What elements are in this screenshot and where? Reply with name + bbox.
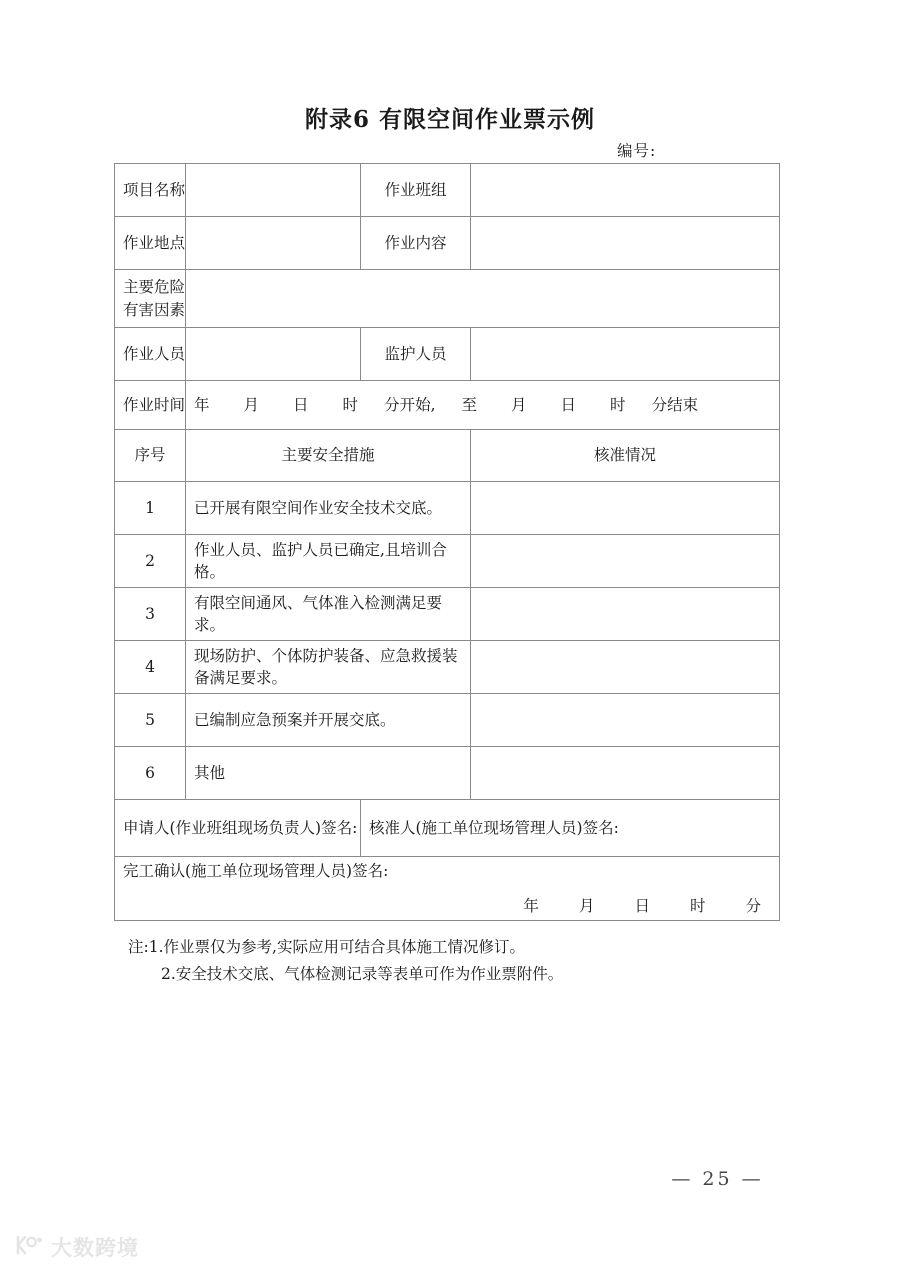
measure-approval-input[interactable]: [471, 747, 780, 800]
time-token-hour2: 时: [610, 395, 626, 414]
table-row: [115, 641, 780, 694]
table-row-personnel: [115, 328, 780, 381]
hazard-factors-label-line1: 主要危险: [123, 278, 186, 297]
completion-date-year: 年: [523, 897, 539, 915]
work-site-label: 作业地点: [115, 217, 186, 270]
supervisors-input[interactable]: [471, 328, 780, 381]
completion-date-day: 日: [634, 897, 650, 915]
work-team-label: 作业班组: [361, 164, 471, 217]
permit-form-table: [114, 163, 780, 921]
footnote-1: 注:1.作业票仅为参考,实际应用可结合具体施工情况修订。: [128, 938, 525, 956]
table-row: [115, 482, 780, 535]
completion-date-hour: 时: [689, 897, 706, 915]
measure-index: 2: [115, 535, 186, 588]
table-row-completion: [115, 857, 780, 921]
footnote-2: 2.安全技术交底、气体检测记录等表单可作为作业票附件。: [161, 965, 564, 984]
table-row-signatures: [115, 800, 780, 857]
brand-logo-icon: [14, 1233, 44, 1261]
time-token-minute-end: 分结束: [651, 395, 699, 414]
measures-text-header: 主要安全措施: [186, 430, 471, 482]
work-content-label: 作业内容: [361, 217, 471, 270]
time-token-year: 年: [194, 395, 210, 414]
measure-index: 5: [115, 694, 186, 747]
footnotes: [128, 934, 563, 988]
supervisors-label: 监护人员: [361, 328, 471, 381]
completion-date-line[interactable]: [123, 895, 771, 917]
applicant-signature-field[interactable]: 申请人(作业班组现场负责人)签名:: [115, 800, 361, 857]
table-row-measures-header: [115, 430, 780, 482]
completion-signature-label: 完工确认(施工单位现场管理人员)签名:: [123, 861, 389, 880]
measures-approval-header: 核准情况: [471, 430, 780, 482]
measure-text: 现场防护、个体防护装备、应急救援装备满足要求。: [186, 641, 471, 694]
measure-approval-input[interactable]: [471, 694, 780, 747]
measure-text: 作业人员、监护人员已确定,且培训合格。: [186, 535, 471, 588]
table-row: [115, 535, 780, 588]
measure-text: 已开展有限空间作业安全技术交底。: [186, 482, 471, 535]
page-number-text: — 25 —: [671, 1168, 764, 1190]
page-title: 附录6 有限空间作业票示例: [304, 106, 595, 133]
measure-approval-input[interactable]: [471, 641, 780, 694]
watermark: [14, 1232, 139, 1262]
table-row: [115, 588, 780, 641]
work-team-input[interactable]: [471, 164, 780, 217]
measure-text: 其他: [186, 747, 471, 800]
table-row: [115, 694, 780, 747]
hazard-factors-label-line2: 有害因素: [123, 300, 186, 319]
page-number: [0, 1168, 900, 1190]
measure-approval-input[interactable]: [471, 482, 780, 535]
measure-text: 已编制应急预案并开展交底。: [186, 694, 471, 747]
work-content-input[interactable]: [471, 217, 780, 270]
measure-index: 4: [115, 641, 186, 694]
completion-date-minute: 分: [745, 897, 761, 915]
time-token-day: 日: [293, 395, 309, 414]
completion-signature-field[interactable]: [115, 857, 780, 921]
measure-text: 有限空间通风、气体准入检测满足要求。: [186, 588, 471, 641]
time-token-day2: 日: [560, 395, 577, 414]
work-time-input[interactable]: [186, 381, 780, 430]
time-token-to: 至: [461, 395, 478, 414]
table-row-site: [115, 217, 780, 270]
work-time-label: 作业时间: [115, 381, 186, 430]
measure-approval-input[interactable]: [471, 535, 780, 588]
work-site-input[interactable]: [186, 217, 361, 270]
workers-input[interactable]: [186, 328, 361, 381]
completion-date-month: 月: [578, 897, 595, 915]
table-row-hazards: [115, 270, 780, 328]
workers-label: 作业人员: [115, 328, 186, 381]
measure-approval-input[interactable]: [471, 588, 780, 641]
hazard-factors-label: [115, 270, 186, 328]
measures-index-header: 序号: [115, 430, 186, 482]
hazard-factors-input[interactable]: [186, 270, 780, 328]
project-name-input[interactable]: [186, 164, 361, 217]
watermark-text: 大数跨境: [51, 1236, 139, 1260]
table-row-work-time: [115, 381, 780, 430]
measure-index: 3: [115, 588, 186, 641]
time-token-month2: 月: [511, 395, 527, 414]
table-row-project: [115, 164, 780, 217]
time-token-minute-start: 分开始,: [384, 395, 436, 414]
table-row: [115, 747, 780, 800]
time-token-month: 月: [243, 395, 260, 414]
approver-signature-field[interactable]: 核准人(施工单位现场管理人员)签名:: [361, 800, 780, 857]
measure-index: 1: [115, 482, 186, 535]
measure-index: 6: [115, 747, 186, 800]
project-name-label: 项目名称: [115, 164, 186, 217]
time-token-hour: 时: [342, 395, 359, 414]
serial-number-label: 编号:: [617, 142, 657, 160]
